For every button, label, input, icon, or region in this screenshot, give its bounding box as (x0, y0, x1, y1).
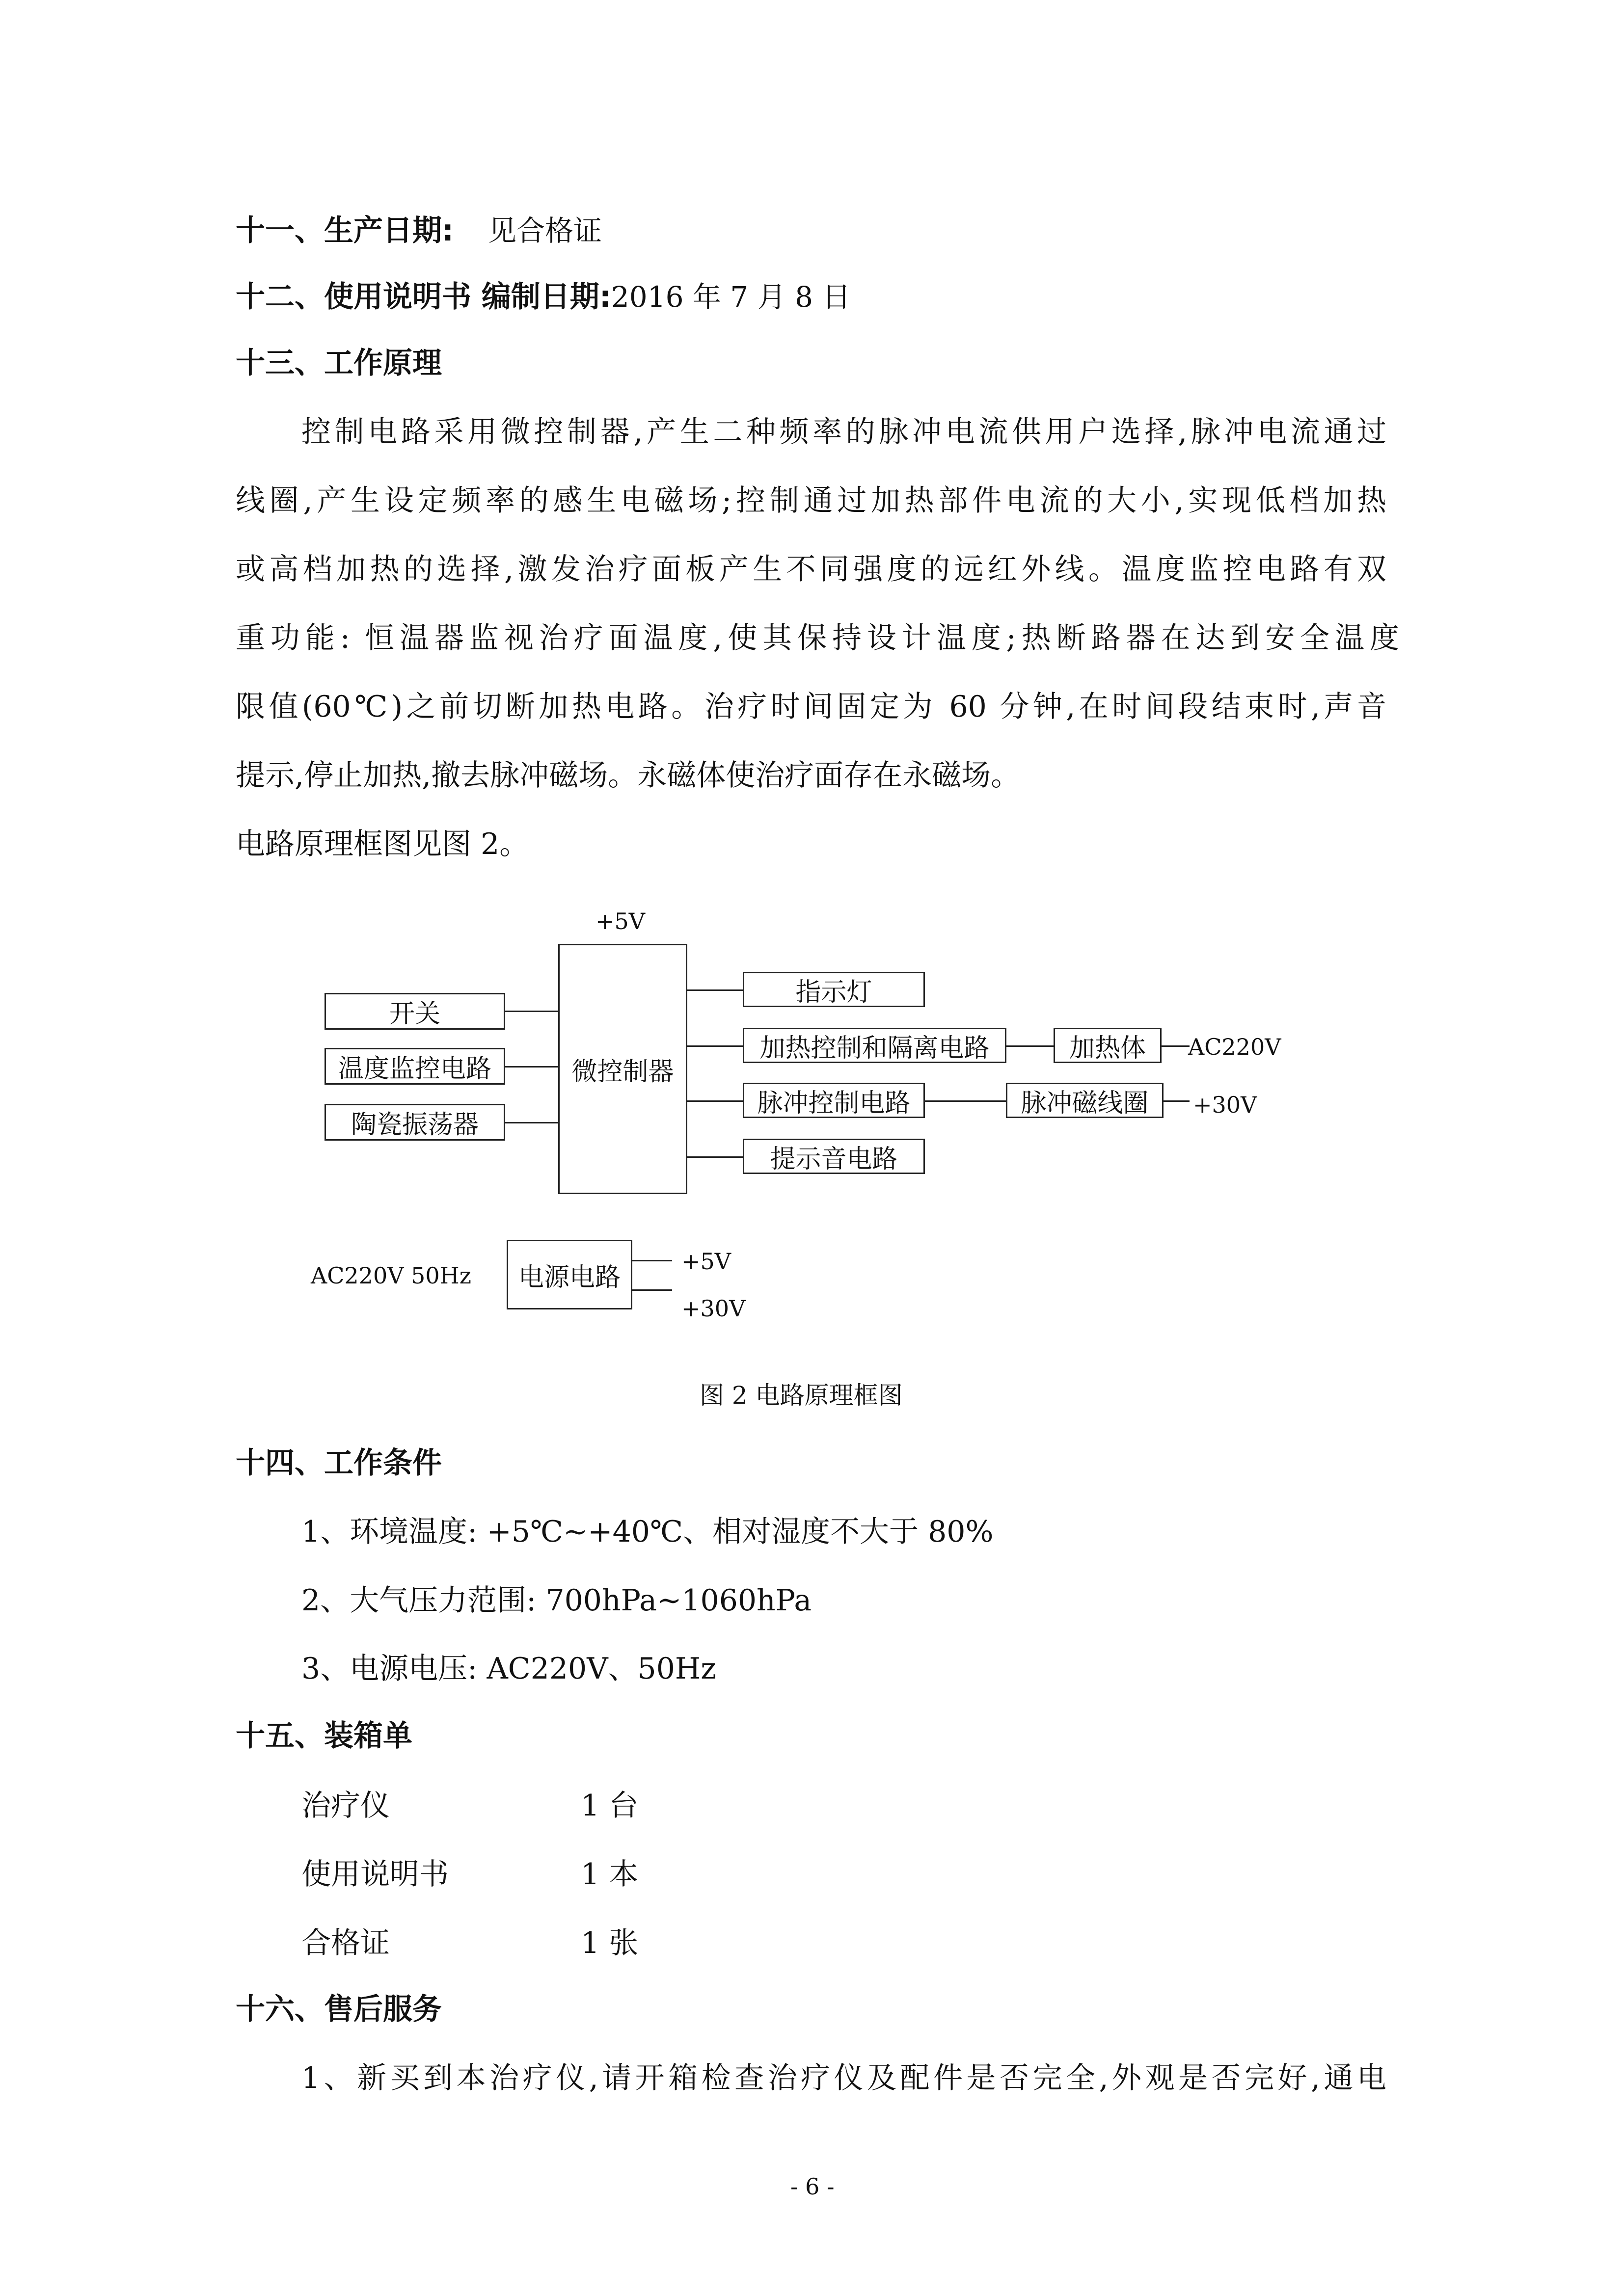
paragraph-line-6: 提示,停止加热,撤去脉冲磁场。永磁体使治疗面存在永磁场。 (236, 758, 1021, 793)
wire-psu-out-2 (631, 1289, 672, 1291)
mcu-block: 微控制器 (558, 944, 687, 1194)
switch-block: 开关 (325, 993, 505, 1030)
indicator-light-block: 指示灯 (743, 972, 925, 1007)
wire-switch (504, 1011, 560, 1012)
section-12-value: 2016 年 7 月 8 日 (611, 280, 851, 314)
paragraph-line-2: 线圈,产生设定频率的感生电磁场;控制通过加热部件电流的大小,实现低档加热 (236, 483, 1386, 518)
packing-item-name: 合格证 (301, 1926, 390, 1960)
page-number: - 6 - (790, 2173, 835, 2200)
heater-supply-label: AC220V (1188, 1034, 1281, 1060)
condition-item-3: 3、电源电压: AC220V、50Hz (301, 1652, 716, 1686)
section-13-title: 十三、工作原理 (236, 346, 442, 380)
wire-coil-supply (1162, 1100, 1190, 1102)
packing-item-qty: 1 张 (581, 1926, 639, 1960)
wire-pulse-control (686, 1100, 744, 1102)
paragraph-line-3: 或高档加热的选择,激发治疗面板产生不同强度的远红外线。温度监控电路有双 (236, 552, 1386, 587)
pulse-coil-block: 脉冲磁线圈 (1006, 1083, 1164, 1118)
section-12-heading (236, 282, 850, 312)
temperature-monitor-block: 温度监控电路 (325, 1048, 505, 1085)
section-15-title: 十五、装箱单 (236, 1719, 412, 1753)
wire-beep (686, 1156, 744, 1158)
condition-item-1: 1、环境温度: +5℃~+40℃、相对湿度不大于 80% (301, 1515, 994, 1549)
condition-item-2: 2、大气压力范围: 700hPa~1060hPa (301, 1583, 812, 1618)
service-line-1: 1、新买到本治疗仪,请开箱检查治疗仪及配件是否完全,外观是否完好,通电 (301, 2061, 1386, 2095)
section-14-title: 十四、工作条件 (236, 1446, 442, 1480)
heater-block: 加热体 (1054, 1028, 1162, 1063)
packing-item-qty: 1 台 (581, 1789, 639, 1823)
packing-item-qty: 1 本 (581, 1857, 639, 1892)
wire-heater (1005, 1045, 1054, 1047)
section-11-value: 见合格证 (488, 214, 602, 247)
mcu-supply-label: +5V (595, 908, 646, 934)
coil-supply-label: +30V (1193, 1092, 1257, 1118)
packing-item-name: 使用说明书 (301, 1857, 449, 1892)
power-supply-block: 电源电路 (507, 1240, 632, 1309)
pulse-control-block: 脉冲控制电路 (743, 1083, 925, 1118)
section-11-title: 十一、生产日期: (236, 214, 454, 248)
section-12-title: 十二、使用说明书 编制日期: (236, 280, 611, 314)
diagram-reference: 电路原理框图见图 2。 (236, 827, 529, 861)
packing-item-name: 治疗仪 (301, 1789, 390, 1823)
psu-output-30v-label: +30V (681, 1295, 746, 1322)
paragraph-line-5: 限值(60℃)之前切断加热电路。治疗时间固定为 60 分钟,在时间段结束时,声音 (236, 690, 1386, 724)
figure-caption: 图 2 电路原理框图 (700, 1381, 903, 1410)
wire-heat-control (686, 1045, 744, 1047)
section-11-heading (236, 214, 602, 248)
wire-psu-out-1 (631, 1260, 672, 1261)
wire-indicator (686, 989, 744, 991)
heat-control-isolation-block: 加热控制和隔离电路 (743, 1028, 1006, 1063)
beep-circuit-block: 提示音电路 (743, 1139, 925, 1174)
paragraph-line-1: 控制电路采用微控制器,产生二种频率的脉冲电流供用户选择,脉冲电流通过 (301, 415, 1386, 449)
section-16-title: 十六、售后服务 (236, 1992, 442, 2027)
paragraph-line-4: 重功能: 恒温器监视治疗面温度,使其保持设计温度;热断路器在达到安全温度 (236, 621, 1399, 655)
wire-coil (924, 1100, 1007, 1102)
wire-temp (504, 1066, 560, 1068)
wire-heater-supply (1160, 1045, 1190, 1047)
wire-oscillator (504, 1122, 560, 1123)
psu-input-label: AC220V 50Hz (311, 1262, 471, 1289)
ceramic-oscillator-block: 陶瓷振荡器 (325, 1104, 505, 1141)
psu-output-5v-label: +5V (681, 1248, 731, 1275)
